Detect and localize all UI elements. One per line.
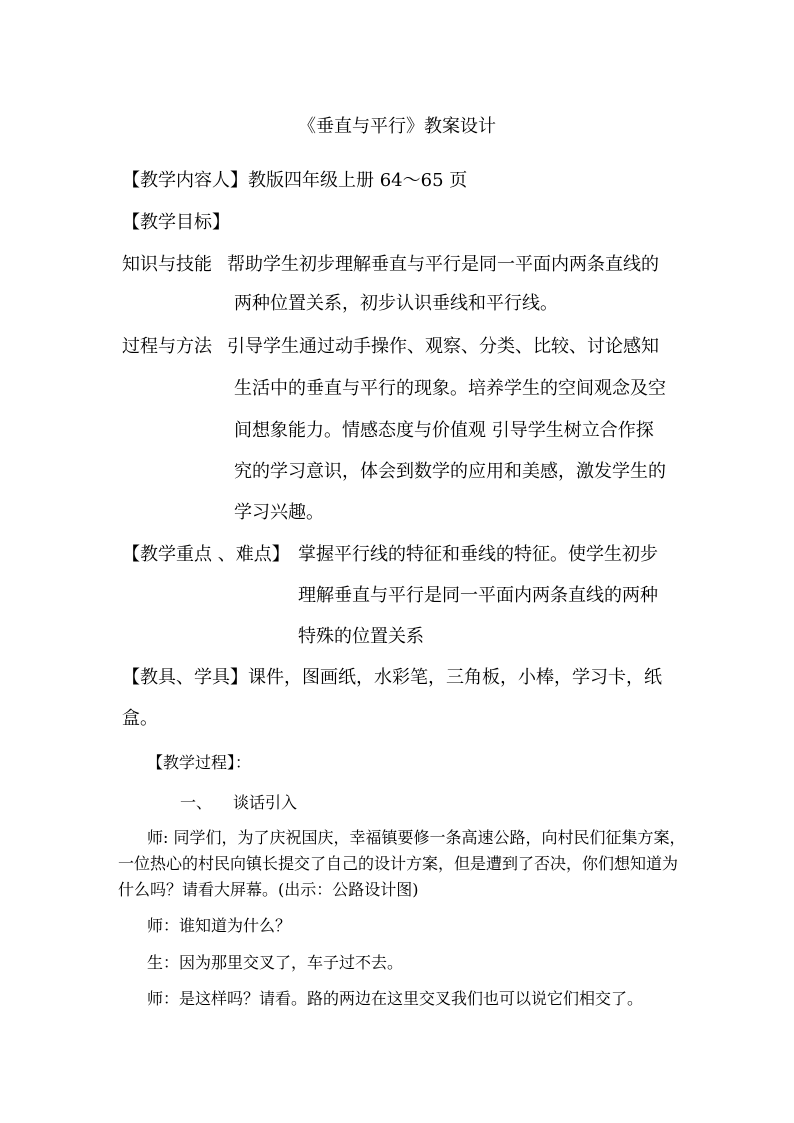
dialogue-line: 师：谁知道为什么？ [147, 916, 292, 935]
knowledge-skills-label: 知识与技能 [122, 254, 212, 275]
process-methods-line: 间想象能力。情感态度与价值观 引导学生树立合作探 [234, 420, 654, 441]
document-title: 《垂直与平行》教案设计 [298, 116, 496, 137]
dialogue-line: 师: 同学们，为了庆祝国庆，幸福镇要修一条高速公路，向村民们征集方案， [147, 828, 686, 847]
knowledge-skills-line: 帮助学生初步理解垂直与平行是同一平面内两条直线的 [227, 254, 659, 275]
teaching-goals-heading: 【教学目标】 [122, 212, 230, 233]
teaching-content-row [122, 172, 467, 190]
teaching-content-label: 【教学内容人】 [122, 170, 248, 191]
teaching-tools-label: 【教具、学具】 [122, 667, 248, 688]
process-methods-line: 引导学生通过动手操作、观察、分类、比较、讨论感知 [227, 336, 659, 357]
process-methods-line: 究的学习意识，体会到数学的应用和美感，激发学生的 [234, 461, 666, 482]
dialogue-line: 什么吗？请看大屏幕。(出示：公路设计图) [118, 880, 419, 899]
key-points-label: 【教学重点 、难点】 [122, 544, 290, 565]
process-methods-line: 学习兴趣。 [234, 502, 324, 523]
process-methods-label: 过程与方法 [122, 336, 212, 357]
section-title: 谈话引入 [233, 793, 298, 812]
dialogue-line: 师：是这样吗？请看。路的两边在这里交叉我们也可以说它们相交了。 [147, 989, 644, 1008]
dialogue-line: 生：因为那里交叉了，车子过不去。 [147, 953, 404, 972]
key-points-line: 理解垂直与平行是同一平面内两条直线的两种 [298, 585, 658, 606]
dialogue-line: 一位热心的村民向镇长提交了自己的设计方案，但是遭到了否决，你们想知道为 [118, 854, 679, 873]
teaching-tools-list: 课件，图画纸，水彩笔，三角板，小棒，学习卡，纸 [248, 667, 662, 688]
teaching-tools-continuation: 盒。 [122, 708, 158, 729]
knowledge-skills-line: 两种位置关系，初步认识垂线和平行线。 [234, 293, 558, 314]
teaching-content-value: 教版四年级上册 64～65 页 [248, 170, 468, 191]
teaching-tools-row [122, 669, 662, 687]
key-points-line: 掌握平行线的特征和垂线的特征。使学生初步 [298, 544, 658, 565]
section-number: 一、 [180, 793, 213, 812]
key-points-line: 特殊的位置关系 [298, 626, 424, 647]
process-methods-line: 生活中的垂直与平行的现象。培养学生的空间观念及空 [234, 378, 666, 399]
teaching-process-heading: 【教学过程】： [147, 753, 252, 772]
